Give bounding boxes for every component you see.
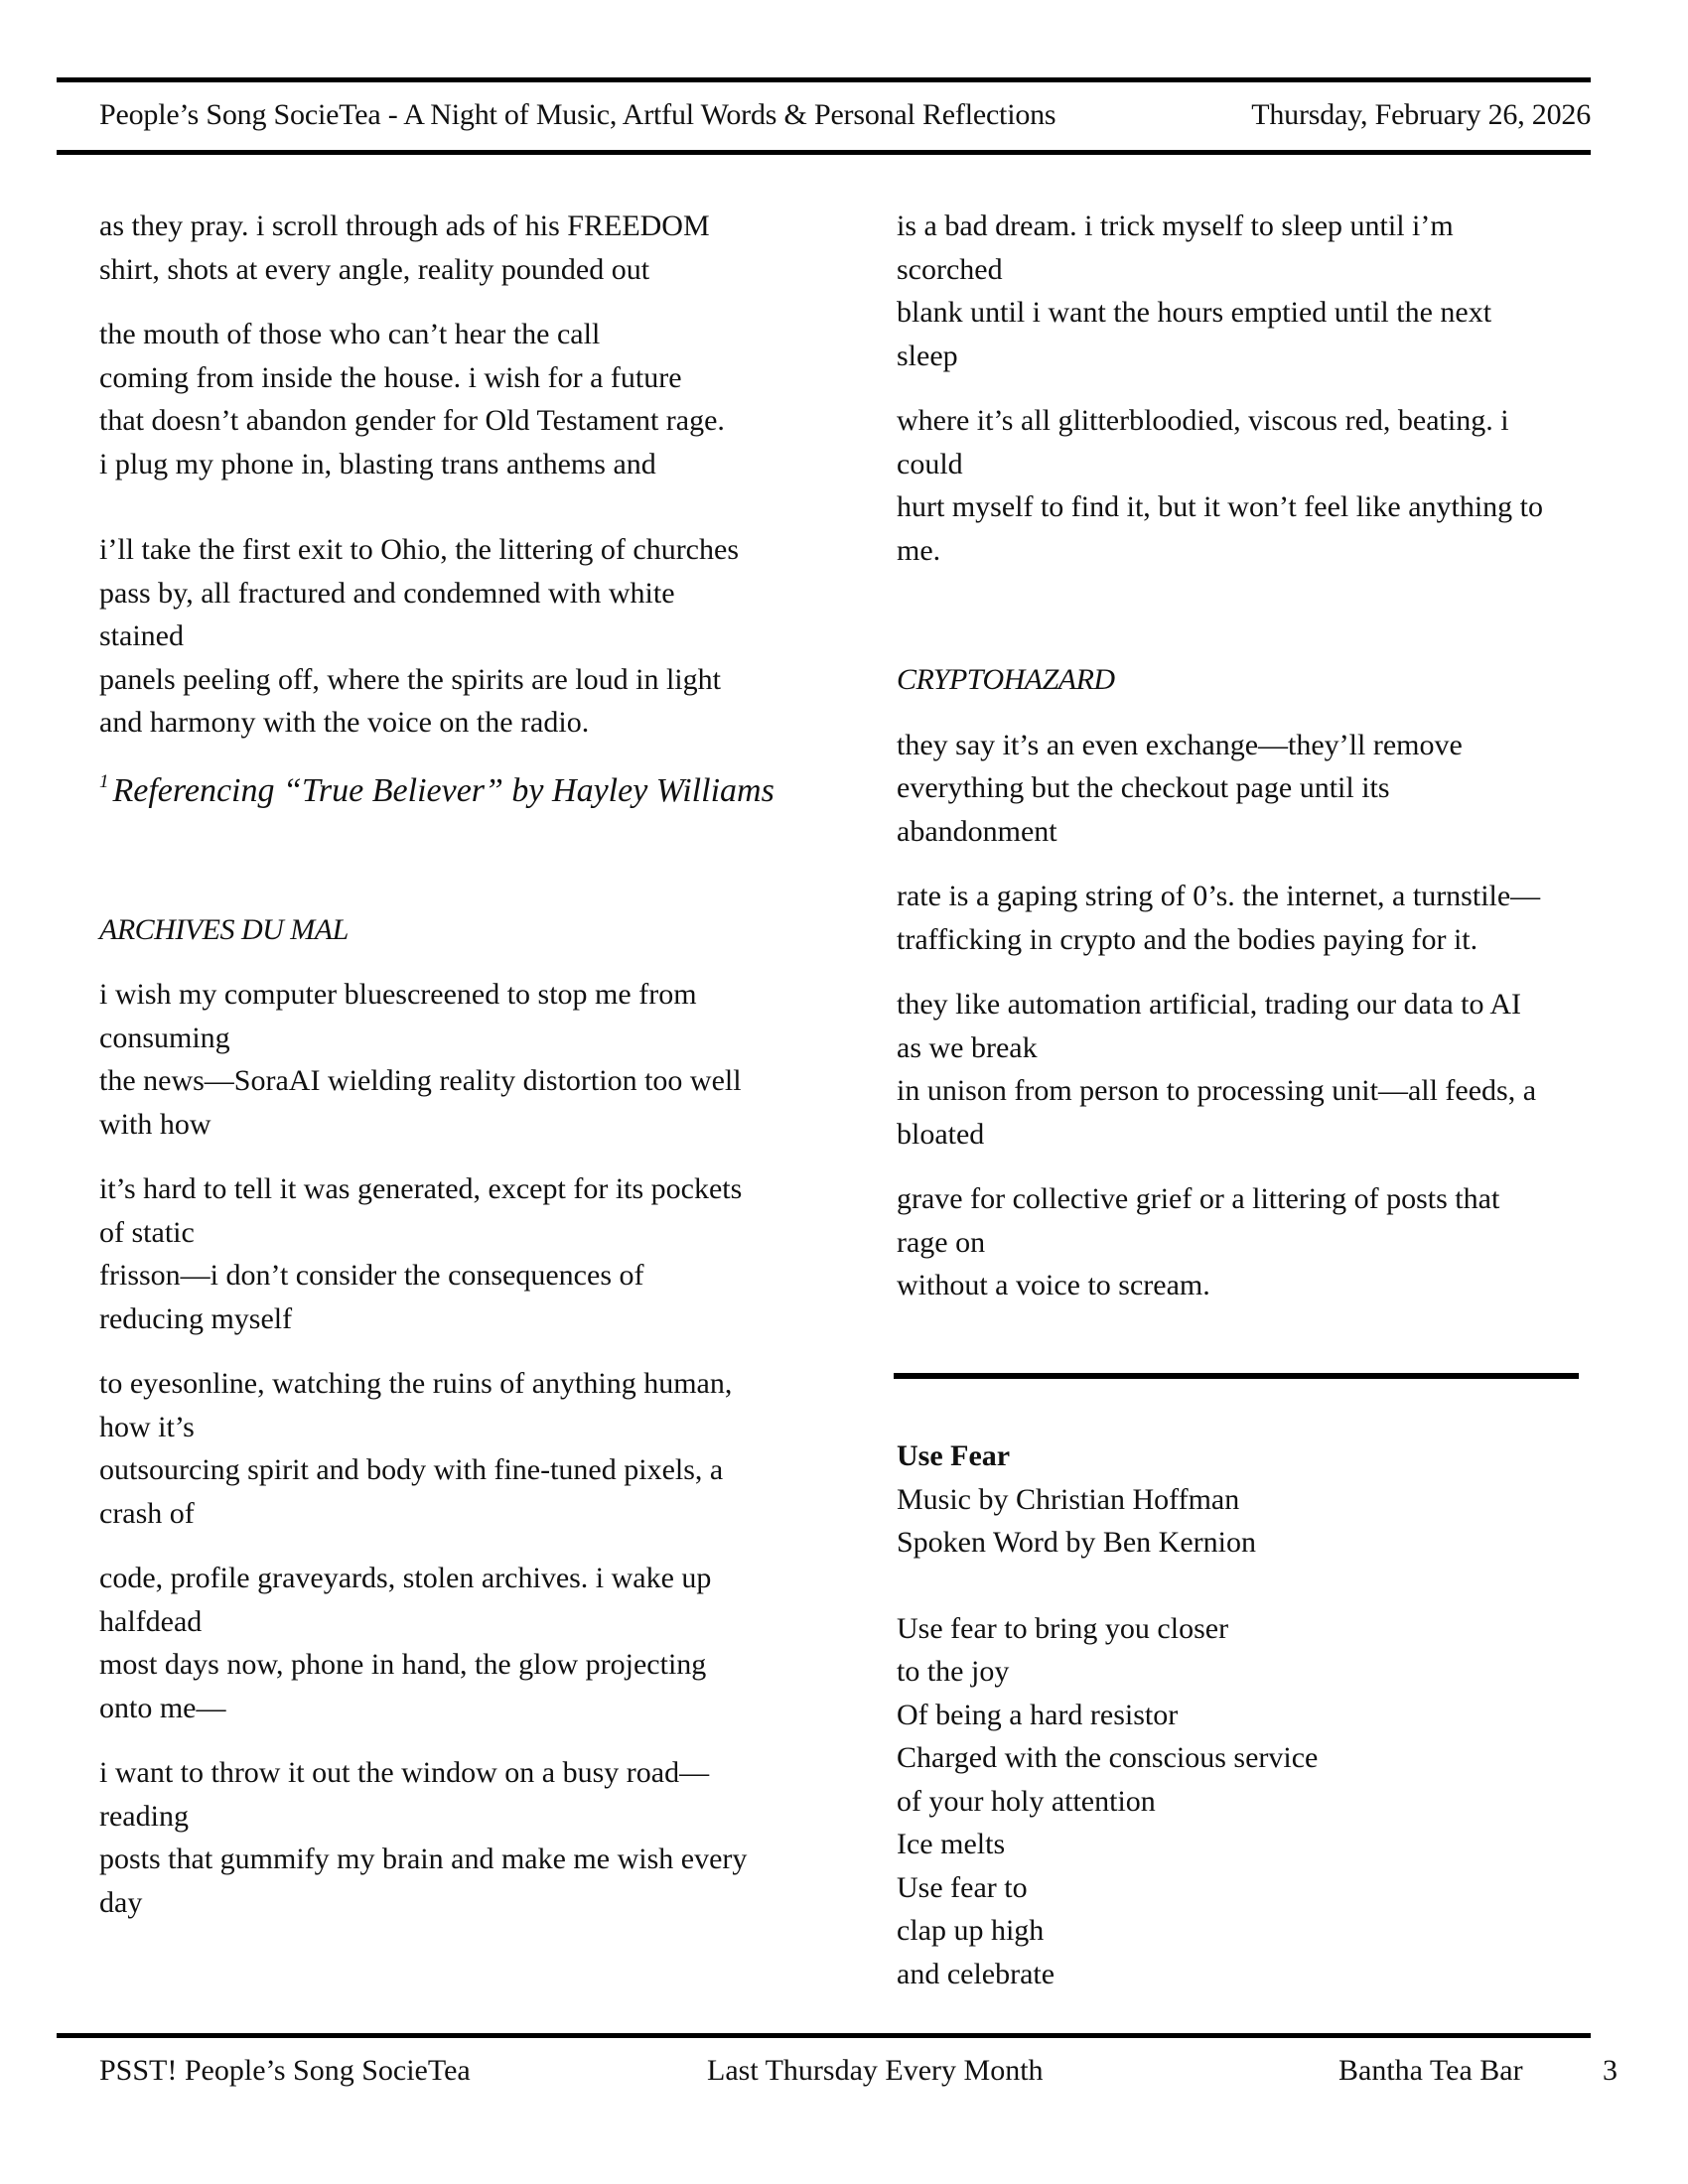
poem-line: reading bbox=[99, 1799, 189, 1833]
poem-line: without a voice to scream. bbox=[897, 1269, 1210, 1301]
poem-line: i wish my computer bluescreened to stop me from bbox=[99, 978, 697, 1011]
poem-line: as we break bbox=[897, 1030, 1038, 1064]
stanza bbox=[897, 875, 1592, 961]
header-date: Thursday, February 26, 2026 bbox=[1251, 98, 1591, 131]
stanza bbox=[99, 1362, 804, 1535]
lyric-line: and celebrate bbox=[897, 1957, 1055, 1990]
spacer bbox=[99, 813, 804, 908]
footnote-text: Referencing “True Believer” by Hayley Williams bbox=[112, 771, 774, 809]
footer-venue: Bantha Tea Bar bbox=[1338, 2054, 1523, 2087]
stanza bbox=[99, 1557, 804, 1729]
poem-line: me. bbox=[897, 533, 941, 567]
poem-line: grave for collective grief or a littering of posts that bbox=[897, 1182, 1500, 1215]
spoken-word-credit: Spoken Word by Ben Kernion bbox=[897, 1526, 1256, 1559]
page-number: 3 bbox=[1603, 2054, 1618, 2087]
poem-line: outsourcing spirit and body with fine-tuned pixels, a bbox=[99, 1453, 724, 1486]
poem-line: bloated bbox=[897, 1117, 985, 1151]
poem-line: to eyesonline, watching the ruins of anything human, bbox=[99, 1367, 733, 1400]
spacer bbox=[897, 1565, 1592, 1607]
lyric-line: Use fear to bring you closer bbox=[897, 1611, 1229, 1645]
poem-line: they like automation artificial, trading our data to AI bbox=[897, 988, 1521, 1021]
poem-line: everything but the checkout page until its bbox=[897, 771, 1390, 804]
poem-line: is a bad dream. i trick myself to sleep until i’m bbox=[897, 209, 1454, 242]
footnote bbox=[99, 760, 804, 813]
lyric-line: Of being a hard resistor bbox=[897, 1698, 1179, 1731]
poem-line: code, profile graveyards, stolen archives. i wake up bbox=[99, 1562, 712, 1594]
poem-line: i’ll take the first exit to Ohio, the littering of churches bbox=[99, 533, 739, 566]
poem-line: they say it’s an even exchange—they’ll remove bbox=[897, 728, 1463, 761]
lyric-line: Use fear to bbox=[897, 1870, 1028, 1904]
stanza bbox=[897, 983, 1592, 1156]
header-bottom-rule bbox=[57, 150, 1591, 155]
poem-line: i want to throw it out the window on a busy road— bbox=[99, 1756, 710, 1789]
poem-line: blank until i want the hours emptied until the next bbox=[897, 296, 1492, 329]
stanza bbox=[99, 205, 804, 291]
stanza bbox=[99, 973, 804, 1146]
stanza bbox=[99, 313, 804, 485]
poem-line: the mouth of those who can’t hear the call bbox=[99, 318, 601, 350]
stanza bbox=[897, 724, 1592, 854]
poem-line: rate is a gaping string of 0’s. the internet, a turnstile— bbox=[897, 880, 1541, 912]
lyric-line: Ice melts bbox=[897, 1828, 1006, 1860]
poem-line: pass by, all fractured and condemned with white bbox=[99, 576, 675, 610]
poem-line: the news—SoraAI wielding reality distortion too well bbox=[99, 1064, 742, 1097]
poem-line: most days now, phone in hand, the glow projecting bbox=[99, 1648, 707, 1681]
poem-line: coming from inside the house. i wish for a future bbox=[99, 360, 682, 394]
stanza bbox=[897, 399, 1592, 572]
poem-line: reducing myself bbox=[99, 1301, 293, 1335]
stanza bbox=[897, 1177, 1592, 1307]
lyric-line: to the joy bbox=[897, 1655, 1010, 1688]
lyric-line: Charged with the conscious service bbox=[897, 1741, 1319, 1774]
stanza bbox=[99, 1167, 804, 1340]
stanza bbox=[99, 1751, 804, 1924]
footnote-number: 1 bbox=[99, 770, 109, 792]
stanza bbox=[897, 205, 1592, 377]
section-divider bbox=[894, 1373, 1579, 1379]
header-top-rule bbox=[57, 77, 1591, 82]
poem-line: with how bbox=[99, 1107, 211, 1141]
song-title: Use Fear bbox=[897, 1439, 1011, 1472]
poem-line: in unison from person to processing unit—all feeds, a bbox=[897, 1074, 1537, 1107]
poem-line: of static bbox=[99, 1215, 195, 1249]
poem-line: stained bbox=[99, 619, 184, 652]
poem-line: abandonment bbox=[897, 814, 1057, 848]
poem-line: crash of bbox=[99, 1496, 195, 1530]
poem-line: it’s hard to tell it was generated, except for its pockets bbox=[99, 1172, 743, 1205]
lyric-line: of your holy attention bbox=[897, 1784, 1156, 1818]
header-title: People’s Song SocieTea - A Night of Music, Artful Words & Personal Reflections bbox=[99, 98, 1056, 131]
poem-line: rage on bbox=[897, 1225, 986, 1259]
poem-line: where it’s all glitterbloodied, viscous red, beating. i bbox=[897, 404, 1509, 437]
footer-rule bbox=[57, 2033, 1591, 2038]
poem-title-cryptohazard: CRYPTOHAZARD bbox=[897, 663, 1115, 696]
poem-line: posts that gummify my brain and make me wish every bbox=[99, 1843, 748, 1875]
poem-line: shirt, shots at every angle, reality pounded out bbox=[99, 252, 650, 286]
lyric-line: clap up high bbox=[897, 1914, 1045, 1947]
poem-line: scorched bbox=[897, 252, 1003, 286]
poem-line: as they pray. i scroll through ads of his FREEDOM bbox=[99, 209, 710, 242]
spacer bbox=[897, 572, 1592, 658]
poem-line: frisson—i don’t consider the consequences of bbox=[99, 1259, 644, 1292]
poem-line: hurt myself to find it, but it won’t feel like anything to bbox=[897, 490, 1544, 523]
poem-line: trafficking in crypto and the bodies paying for it. bbox=[897, 922, 1478, 956]
music-credit: Music by Christian Hoffman bbox=[897, 1482, 1240, 1516]
footer-center: Last Thursday Every Month bbox=[707, 2054, 1044, 2087]
right-column bbox=[897, 205, 1592, 1329]
spacer bbox=[99, 485, 804, 528]
left-column bbox=[99, 205, 804, 1946]
poem-line: that doesn’t abandon gender for Old Testament rage. bbox=[99, 404, 725, 437]
poem-line: day bbox=[99, 1885, 143, 1919]
poem-line: and harmony with the voice on the radio. bbox=[99, 706, 590, 739]
poem-line: how it’s bbox=[99, 1410, 195, 1443]
poem-line: halfdead bbox=[99, 1604, 203, 1638]
poem-line: panels peeling off, where the spirits are loud in light bbox=[99, 662, 721, 696]
poem-line: could bbox=[897, 447, 963, 480]
poem-line: sleep bbox=[897, 339, 958, 372]
footer-left: PSST! People’s Song SocieTea bbox=[99, 2054, 471, 2087]
poem-line: onto me— bbox=[99, 1691, 226, 1724]
poem-line: consuming bbox=[99, 1021, 230, 1054]
poem-title-archives-du-mal: ARCHIVES DU MAL bbox=[99, 912, 349, 946]
song-block bbox=[897, 1434, 1592, 1995]
poem-line: i plug my phone in, blasting trans anthems and bbox=[99, 447, 656, 480]
stanza bbox=[99, 528, 804, 745]
